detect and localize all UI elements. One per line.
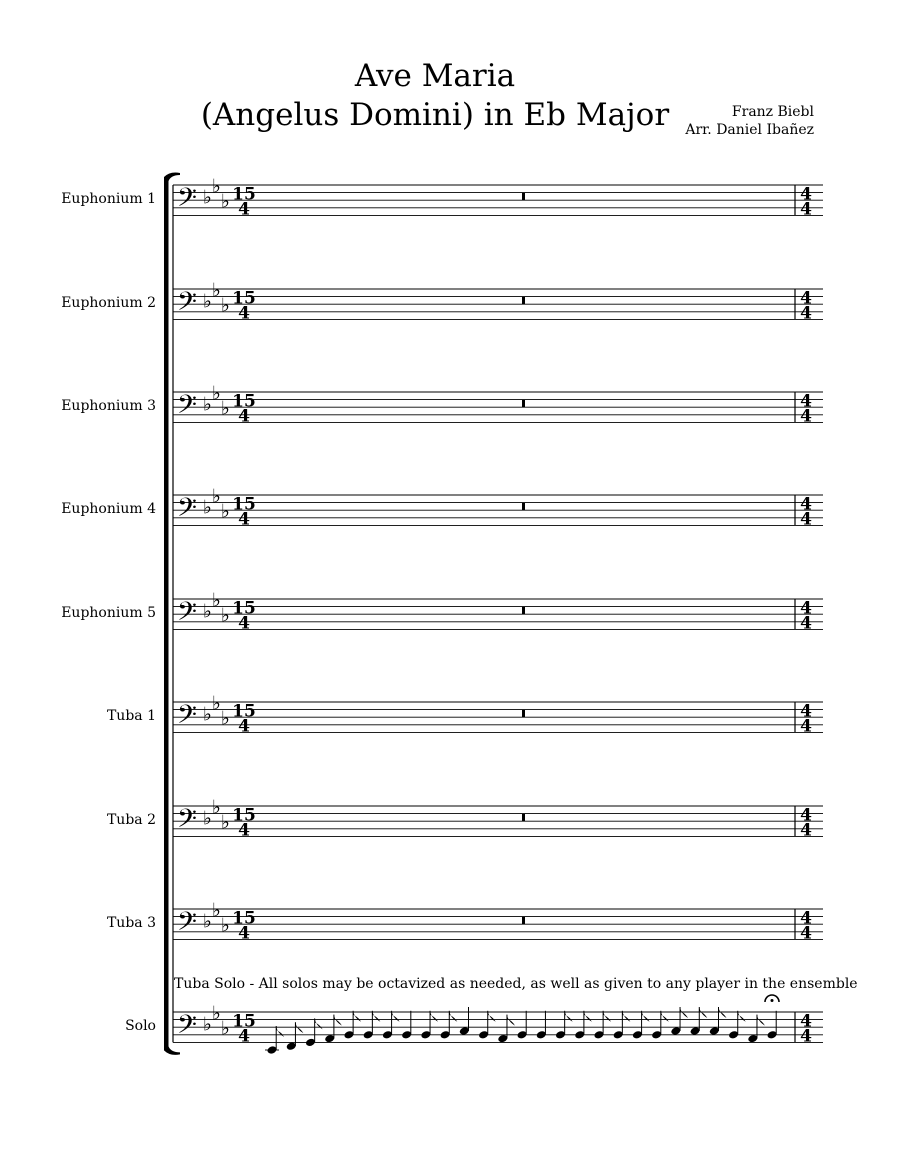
bass-clef-icon: 𝄢: [177, 287, 197, 323]
flat-icon: ♭: [221, 707, 230, 730]
time-signature-bottom: 4: [238, 303, 250, 324]
flag: [315, 1018, 323, 1029]
solo-note: [709, 1007, 727, 1036]
staff-label: Euphonium 1: [61, 191, 156, 207]
flat-icon: ♭: [203, 910, 212, 933]
next-time-signature-bottom: 4: [800, 923, 812, 944]
next-time-signature-bottom: 4: [800, 509, 812, 530]
bass-clef-icon: 𝄢: [177, 907, 197, 943]
flag: [757, 1015, 765, 1026]
time-signature-top: 15: [232, 701, 256, 722]
measure-rest: [522, 814, 525, 822]
bass-clef-icon: 𝄢: [177, 390, 197, 426]
solo-note: [324, 1015, 342, 1044]
flat-icon: ♭: [212, 382, 221, 405]
measure-rest: [522, 193, 525, 201]
staff-label: Solo: [125, 1018, 156, 1034]
staff-label: Tuba 1: [106, 708, 156, 724]
time-signature-bottom: 4: [238, 1026, 250, 1047]
flat-icon: ♭: [203, 600, 212, 623]
next-time-signature-top: 4: [800, 908, 812, 929]
next-time-signature-top: 4: [800, 598, 812, 619]
flag: [680, 1007, 688, 1018]
solo-note: [305, 1018, 323, 1047]
flat-icon: ♭: [221, 604, 230, 627]
solo-note: [555, 1011, 573, 1040]
measure-rest: [522, 917, 525, 925]
solo-note: [420, 1011, 438, 1040]
measure-rest: [522, 710, 525, 718]
next-time-signature-bottom: 4: [800, 1026, 812, 1047]
next-time-signature-bottom: 4: [800, 303, 812, 324]
flat-icon: ♭: [221, 500, 230, 523]
staff: [173, 1002, 823, 1046]
solo-note: [286, 1022, 304, 1051]
bass-clef-icon: 𝄢: [177, 493, 197, 529]
flat-icon: ♭: [212, 175, 221, 198]
solo-note: [343, 1011, 361, 1040]
staff: [173, 899, 823, 943]
composer: Franz Biebl: [731, 104, 814, 120]
flat-icon: ♭: [221, 914, 230, 937]
flat-icon: ♭: [203, 496, 212, 519]
title-line-1: Ave Maria: [354, 58, 516, 94]
staff: [173, 382, 823, 426]
flat-icon: ♭: [221, 190, 230, 213]
bass-clef-icon: 𝄢: [177, 700, 197, 736]
next-time-signature-top: 4: [800, 701, 812, 722]
solo-note: [363, 1011, 381, 1040]
bracket-bar: [164, 177, 169, 1050]
time-signature-bottom: 4: [238, 199, 250, 220]
next-time-signature-bottom: 4: [800, 613, 812, 634]
flat-icon: ♭: [212, 589, 221, 612]
flat-icon: ♭: [203, 807, 212, 830]
staff-label: Euphonium 4: [61, 501, 156, 517]
time-signature-top: 15: [232, 908, 256, 929]
title-line-2: (Angelus Domini) in Eb Major: [200, 97, 670, 133]
flag: [699, 1007, 707, 1018]
next-time-signature-bottom: 4: [800, 820, 812, 841]
time-signature-bottom: 4: [238, 406, 250, 427]
solo-notes: [265, 995, 779, 1055]
staff-label: Tuba 3: [106, 915, 156, 931]
solo-note: [670, 1007, 688, 1036]
solo-note: [690, 1007, 708, 1036]
solo-note: [613, 1011, 631, 1040]
staff-label: Euphonium 2: [61, 295, 156, 311]
flag: [719, 1007, 727, 1018]
flag: [507, 1015, 515, 1026]
staff-label: Euphonium 5: [61, 605, 156, 621]
solo-instruction: Tuba Solo - All solos may be octavized as needed, as well as given to any player in the ensemble: [174, 976, 858, 992]
flat-icon: ♭: [221, 397, 230, 420]
flat-icon: ♭: [221, 294, 230, 317]
staff-label: Tuba 2: [106, 812, 156, 828]
time-signature-top: 15: [232, 1011, 256, 1032]
measure-rest: [522, 297, 525, 305]
solo-note: [747, 1015, 765, 1044]
staff: [173, 796, 823, 840]
time-signature-bottom: 4: [238, 923, 250, 944]
time-signature-top: 15: [232, 494, 256, 515]
flag: [276, 1026, 284, 1037]
solo-note: [632, 1011, 650, 1040]
solo-note: [536, 1011, 547, 1040]
flat-icon: ♭: [212, 692, 221, 715]
solo-note: [401, 1011, 412, 1040]
next-time-signature-bottom: 4: [800, 716, 812, 737]
flat-icon: ♭: [212, 485, 221, 508]
flat-icon: ♭: [203, 290, 212, 313]
staff: [173, 692, 823, 736]
flat-icon: ♭: [203, 393, 212, 416]
time-signature-top: 15: [232, 805, 256, 826]
time-signature-top: 15: [232, 288, 256, 309]
flat-icon: ♭: [221, 1017, 230, 1040]
solo-note: [440, 1011, 458, 1040]
next-time-signature-top: 4: [800, 494, 812, 515]
staff: [173, 175, 823, 219]
measure-rest: [522, 503, 525, 511]
next-time-signature-top: 4: [800, 288, 812, 309]
time-signature-bottom: 4: [238, 613, 250, 634]
staff-label: Euphonium 3: [61, 398, 156, 414]
next-time-signature-top: 4: [800, 391, 812, 412]
solo-note: [459, 1007, 470, 1036]
flat-icon: ♭: [212, 279, 221, 302]
fermata-dot: [771, 999, 774, 1002]
solo-note: [497, 1015, 515, 1044]
staff: [173, 279, 823, 323]
solo-note: [478, 1011, 496, 1040]
flag: [334, 1015, 342, 1026]
flat-icon: ♭: [212, 796, 221, 819]
measure-rest: [522, 607, 525, 615]
arranger: Arr. Daniel Ibañez: [685, 122, 814, 138]
time-signature-bottom: 4: [238, 716, 250, 737]
time-signature-bottom: 4: [238, 820, 250, 841]
flag: [295, 1022, 303, 1033]
bass-clef-icon: 𝄢: [177, 597, 197, 633]
next-time-signature-top: 4: [800, 184, 812, 205]
solo-note: [593, 1011, 611, 1040]
staff: [173, 589, 823, 633]
measure-rest: [522, 400, 525, 408]
solo-note: [382, 1011, 400, 1040]
solo-note: [574, 1011, 592, 1040]
time-signature-bottom: 4: [238, 509, 250, 530]
next-time-signature-top: 4: [800, 805, 812, 826]
solo-note: [517, 1011, 528, 1040]
flat-icon: ♭: [203, 703, 212, 726]
flat-icon: ♭: [212, 899, 221, 922]
solo-note: [651, 1011, 669, 1040]
next-time-signature-top: 4: [800, 1011, 812, 1032]
flat-icon: ♭: [203, 186, 212, 209]
bass-clef-icon: 𝄢: [177, 1010, 197, 1046]
time-signature-top: 15: [232, 184, 256, 205]
solo-note: [728, 1011, 746, 1040]
bass-clef-icon: 𝄢: [177, 183, 197, 219]
flat-icon: ♭: [203, 1013, 212, 1036]
next-time-signature-bottom: 4: [800, 406, 812, 427]
flat-icon: ♭: [212, 1002, 221, 1025]
time-signature-top: 15: [232, 391, 256, 412]
solo-note: [265, 1026, 284, 1055]
next-time-signature-bottom: 4: [800, 199, 812, 220]
time-signature-top: 15: [232, 598, 256, 619]
flat-icon: ♭: [221, 811, 230, 834]
solo-note: [765, 995, 779, 1040]
bass-clef-icon: 𝄢: [177, 804, 197, 840]
staff: [173, 485, 823, 529]
